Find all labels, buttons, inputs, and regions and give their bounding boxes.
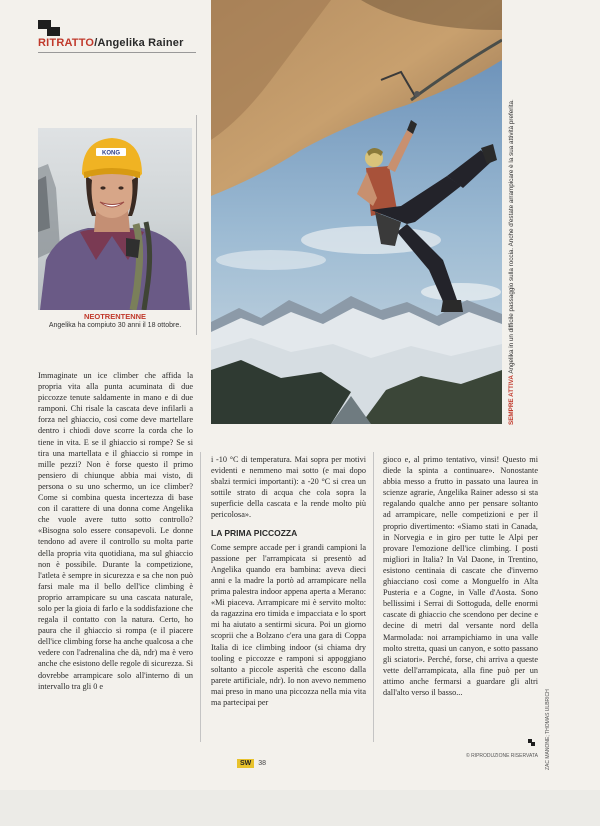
climbing-photo bbox=[211, 0, 502, 424]
article-paragraph: Immaginate un ice climber che affida la propria vita alla punta acuminata di due piccozze tenute saldamente in mano e di due ramponi. Chi risale la cascata deve infilarli a forza nel ghiaccio, così come deve martellare dentro i chiodi dove scorre la corda che lo tiene in vita. E se il ghiaccio si rompe? Se si tira una martellata e il ghiaccio si rompe in mille pezzi? Non è forse questo il primo pensiero di chiunque abbia mai visto, di persona o su uno schermo, un ice climber? Come si combina questa incertezza di base con il carattere di una donna come Angelika che vuole avere tutto sotto controllo? «Bisogna solo essere consapevoli. Le donne tendono ad avere il controllo su molta parte della propria vita quotidiana, ma sul ghiaccio non è possibile. Durante la competizione, l'atleta è sempre in sicurezza e sa che non può farsi male ma il bello dell'ice climbing è proprio arrampicare su una cascata naturale, solo per la gioia di farlo e la soddisfazione che regala il contatto con la natura. Certo, ho paura che il ghiaccio si rompa (e il piacere dell'ice climbing forse ha anche qualcosa a che vedere con l'adrenalina che dà, ndr) ma è vero anche che esistono delle regole di sicurezza. Si dovrebbe arrampicare solo all'interno di un intervallo tra gli 0 e bbox=[38, 371, 193, 691]
section-subject-name: Angelika Rainer bbox=[97, 37, 184, 49]
end-of-article-icon bbox=[528, 739, 535, 746]
portrait-caption-title: NEOTRENTENNE bbox=[83, 312, 147, 321]
article-column-2 bbox=[211, 454, 366, 708]
helmet-brand-label: KONG bbox=[102, 150, 120, 157]
photo-caption-kicker: SEMPRE ATTIVA bbox=[508, 375, 515, 425]
portrait-caption-text: Angelika ha compiuto 30 anni il 18 ottobre. bbox=[48, 322, 182, 329]
magazine-logo-icon bbox=[38, 20, 60, 36]
article-subheading: LA PRIMA PICCOZZA bbox=[211, 527, 298, 538]
page-folio bbox=[237, 759, 266, 768]
article-column-3 bbox=[383, 454, 538, 698]
column-divider bbox=[373, 452, 374, 742]
photo-caption-text: Angelika in un difficile passaggio sulla roccia. Anche d'estate arrampicare è la sua attività preferita. bbox=[508, 99, 515, 376]
article-paragraph: i -10 °C di temperatura. Mai sopra per motivi evidenti e nemmeno mai sotto (e mai dopo sbalzi termici importanti): a -20 °C si crea un sottile strato di acqua che cola sopra la superficie della cascata e la rende molto più pericolosa». bbox=[211, 455, 366, 520]
page-number: 38 bbox=[258, 760, 267, 767]
article-paragraph: Come sempre accade per i grandi campioni la passione per l'arrampicata si presentò ad Angelika quando era bambina: aveva dieci anni e la madre la portò ad arrampicare nella prima palestra indoor appena aperta a Merano: «Mi piaceva. Arrampicare mi è servito molto: da ragazzina ero timida e impacciata e lo sport mi ha aiutato a sentirmi sicura. Poi un giorno scoprii che a Bolzano c'era una gara di Coppa Italia di ice climbing indoor (si chiama dry tooling e piccozze e ramponi si appoggiano soltanto a piccole asperità che escono dalla parete artificiale, ndr). Io non avevo nemmeno mai preso in mano una piccozza nella mia vita ma partecipai per bbox=[211, 542, 366, 707]
magazine-badge: SW bbox=[237, 759, 254, 768]
portrait-photo bbox=[38, 128, 192, 310]
photo-credit: ZAC MANONE; THOMAS ULBRICH bbox=[545, 689, 551, 770]
column-divider bbox=[200, 452, 201, 742]
section-separator: / bbox=[94, 37, 98, 49]
copyright-notice: © RIPRODUZIONE RISERVATA bbox=[466, 753, 538, 759]
photo-side-caption bbox=[508, 5, 515, 425]
section-kicker: RITRATTO bbox=[38, 37, 95, 49]
section-header bbox=[38, 37, 184, 49]
article-column-1 bbox=[38, 370, 193, 692]
header-divider bbox=[38, 52, 196, 53]
portrait-divider bbox=[196, 115, 197, 335]
page-bottom-margin bbox=[0, 790, 600, 826]
article-paragraph: gioco e, al primo tentativo, vinsi! Questo mi diede la spinta a continuare». Nonostante abbia messo a frutto in passato una laurea in scienze agrarie, Angelika Rainer adesso si sta regalando qualche anno per pensare soltanto ad arrampicare, nelle competizioni e per il proprio divertimento: «Siamo stati in Canada, in Norvegia e in giro per tutte le Alpi per provare l'emozione dell'ice climbing. I posti migliori in Italia? In Val Daone, in Trentino, esistono centinaia di cascate che d'inverno ghiacciano così come a Monguelfo in Alta Pusteria e a Cogne, in Valle d'Aosta. Sono bellissimi i Serrai di Sottoguda, delle enormi cascate di ghiaccio che scendono per decine e decine di metri dal versante nord della Marmolada: noi arrampichiamo in una valle molto stretta, quasi un canyon, e sotto passano gli sciatori». Perché, forse, chi arriva a queste vette dell'arrampicata, alla fine può per un attimo anche fermarsi a guardare gli altri dall'alto verso il basso... bbox=[383, 455, 538, 697]
